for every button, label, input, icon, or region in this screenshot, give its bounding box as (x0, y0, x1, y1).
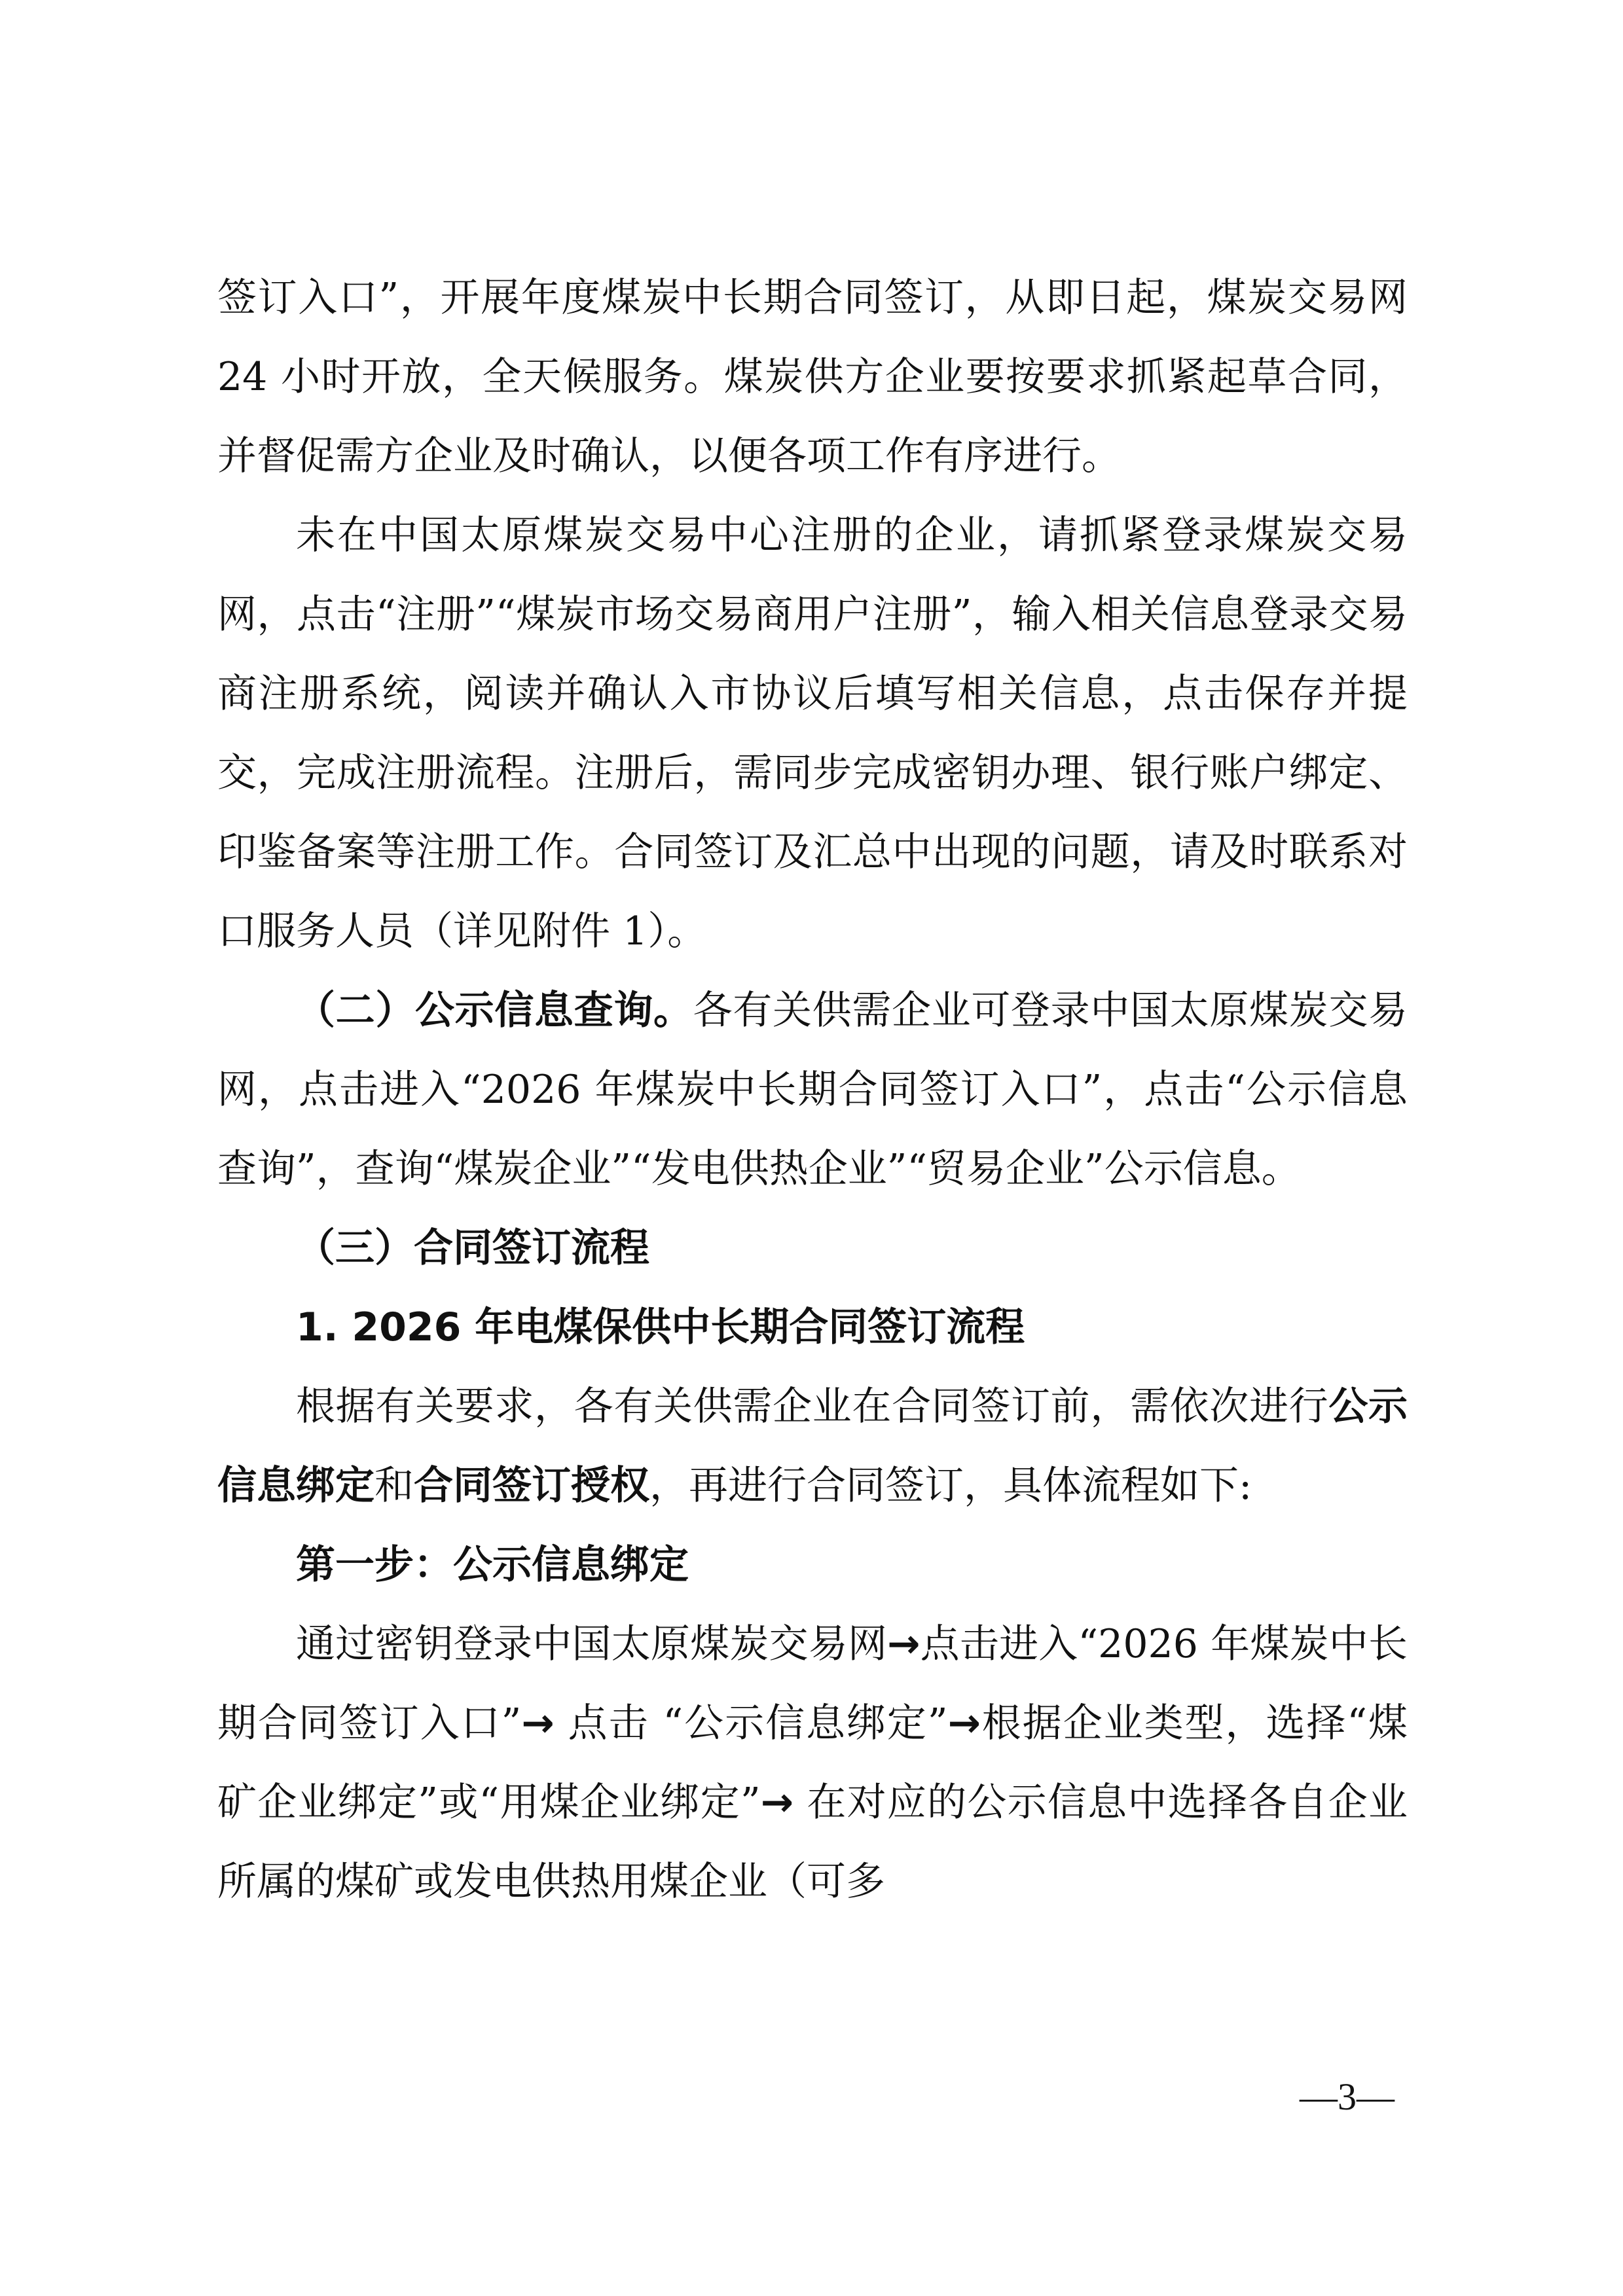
procedure-segment-1: 通过密钥登录中国太原煤炭交易网 (296, 1621, 888, 1667)
public-info-query-text: 各有关供需企业可登录中国太原煤炭交易网，点击进入“2026 年煤炭中长期合同签订入口”，点击“公示信息查询”，查询“煤炭企业”“发电供热企业”“贸易企业”公示信息。 (217, 988, 1408, 1192)
procedure-segment-4: 根据企业类型，选择“煤矿企业绑定”或“用煤企业绑定” (217, 1700, 1408, 1825)
procedure-segment-5: 在对应的公示信息中选择各自企业所属的煤矿或发电供热用煤企业（可多 (217, 1780, 1408, 1905)
page-number: —3— (1300, 2075, 1395, 2118)
procedure-segment-3: 点击 “公示信息绑定” (554, 1700, 948, 1746)
paragraph-public-info-query (217, 971, 1408, 1209)
requirements-bold-binding: 公示信息绑定 (217, 1384, 1408, 1509)
arrow-right-icon: → (947, 1700, 981, 1746)
arrow-right-icon: → (760, 1780, 793, 1825)
section-heading-contract-process: （三）合同签订流程 (296, 1225, 649, 1271)
document-body (217, 259, 1408, 1922)
requirements-text-a: 根据有关要求，各有关供需企业在合同签订前，需依次进行 (296, 1384, 1329, 1429)
arrow-right-icon: → (887, 1621, 921, 1667)
paragraph-registration-instructions: 未在中国太原煤炭交易中心注册的企业，请抓紧登录煤炭交易网，点击“注册”“煤炭市场交易商用户注册”，输入相关信息登录交易商注册系统，阅读并确认入市协议后填写相关信息，点击保存并提交，完成注册流程。注册后，需同步完成密钥办理、银行账户绑定、印鉴备案等注册工作。合同签订及汇总中出现的问题，请及时联系对口服务人员（详见附件 1）。 (217, 512, 1408, 954)
paragraph-step-one-procedure (217, 1605, 1408, 1922)
paragraph-contract-entry-continued: 签订入口”，开展年度煤炭中长期合同签订，从即日起，煤炭交易网 24 小时开放，全天候服务。煤炭供方企业要按要求抓紧起草合同，并督促需方企业及时确认，以便各项工作有序进行。 (217, 275, 1408, 479)
section-heading-public-info-query: （二）公示信息查询。 (296, 988, 693, 1033)
requirements-text-b: 和 (374, 1463, 414, 1509)
arrow-right-icon: → (521, 1700, 555, 1746)
subsection-heading-2026-process: 1. 2026 年电煤保供中长期合同签订流程 (296, 1304, 1025, 1350)
paragraph-process-requirements (217, 1367, 1408, 1526)
step-one-heading: 第一步：公示信息绑定 (296, 1542, 689, 1588)
requirements-text-c: ，再进行合同签订，具体流程如下: (649, 1463, 1252, 1509)
requirements-bold-authorization: 合同签订授权 (414, 1463, 649, 1509)
procedure-segment-2: 点击进入“2026 年煤炭中长期合同签订入口” (217, 1621, 1408, 1746)
